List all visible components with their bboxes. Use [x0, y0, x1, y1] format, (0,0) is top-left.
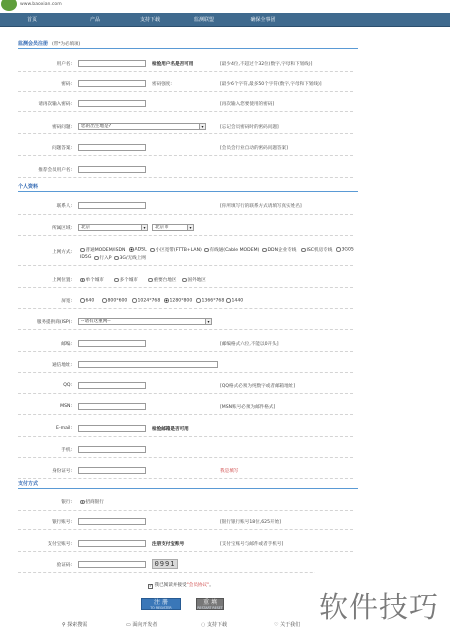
password-input[interactable] [78, 80, 146, 87]
screen-option[interactable]: 1440 [226, 298, 243, 304]
chat-icon: ◌ [201, 622, 206, 628]
contact-input[interactable] [78, 202, 146, 209]
location-option[interactable]: 重要台地区 [148, 277, 176, 283]
network-option[interactable]: ADSL [129, 247, 147, 253]
chevron-down-icon: ▾ [141, 225, 147, 230]
bank-option[interactable]: 招商银行 [80, 499, 104, 505]
form-row-contact: 联系人: [你所填写行的联系方式请填写真实姓名] [18, 197, 353, 215]
security-answer-input[interactable] [78, 144, 146, 151]
alipay-input[interactable] [78, 540, 146, 547]
network-option[interactable]: ID5G [80, 255, 92, 260]
form-row-network: 上网方式: 普通MODEM/ISDN ADSL 小区宽带(FTTB+LAN) 有线通(Cable MODEM) DDN企业专线 ISC机房专线 3G05 ID5G 行入P 3G/无线上网 [18, 242, 353, 266]
city-select[interactable]: 北京市 ▾ [152, 224, 194, 231]
province-select[interactable]: 北京 ▾ [78, 224, 148, 231]
chevron-down-icon: ▾ [187, 225, 193, 230]
security-question-select[interactable]: 您的出生地是? ▾ [78, 123, 206, 130]
reset-button[interactable]: 重 填 RESTART RESET [197, 599, 223, 610]
form-row-msn: MSN: [MSN账号必须为邮件格式] [18, 399, 353, 415]
screen-option[interactable]: 640 [80, 298, 94, 304]
address-input[interactable] [78, 361, 218, 368]
location-option[interactable]: 国外地区 [182, 277, 206, 283]
form-row-idcard: 身份证号: 我是填写 [18, 463, 353, 479]
site-domain: www.baoxian.com [20, 2, 62, 7]
form-row-security-question: 密码问题: 您的出生地是? ▾ [忘记会员密码时的密码问题] [18, 118, 353, 134]
form-row-bank: 银行: 招商银行 [18, 493, 353, 511]
form-row-qq: QQ: [QQ格式必须为纯数字或者邮箱地址] [18, 378, 353, 394]
monitor-icon: ▭ [126, 622, 131, 628]
bank-account-input[interactable] [78, 518, 146, 525]
form-row-confirm-password: 请再次输入密码: [再次输入您要使用的密码] [18, 96, 353, 112]
footer-link-about[interactable]: ♡ 关于我们 [274, 622, 301, 628]
network-option[interactable]: 普通MODEM/ISDN [80, 247, 125, 253]
form-row-alipay: 支付宝账号: 注册支付宝账号 [支付宝账号与邮件或者手机号] [18, 536, 353, 552]
payment-section-title: 支付方式 [18, 481, 358, 489]
isp-select[interactable]: --请有这重网-- ▾ [78, 318, 212, 325]
network-option[interactable]: DDN企业专线 [262, 247, 296, 253]
captcha-input[interactable] [78, 561, 146, 568]
form-row-address: 通信地址: [18, 357, 353, 373]
screen-option[interactable]: 800*600 [102, 298, 127, 304]
nav-products[interactable]: 产品 [89, 17, 100, 23]
bulb-icon: ♡ [274, 622, 279, 628]
screen-option[interactable]: 1024*768 [132, 298, 160, 304]
idcard-input[interactable] [78, 467, 146, 474]
site-logo[interactable] [0, 0, 110, 13]
network-option[interactable]: 3G/无线上网 [114, 255, 146, 261]
check-email-link[interactable]: 检验邮箱是否可用 [152, 427, 189, 432]
form-row-bank-account: 银行账号: [银行银行账号18位,625开始] [18, 514, 353, 530]
password-strength: 密码强度: [152, 82, 172, 87]
nav-home[interactable]: 首页 [26, 17, 37, 23]
confirm-password-input[interactable] [78, 100, 146, 107]
footer-link-developers[interactable]: ▭ 面向开发者 [126, 622, 158, 628]
form-row-region: 所属区域: 北京 ▾ 北京市 ▾ [18, 220, 353, 236]
username-input[interactable] [78, 60, 146, 67]
nav-alliance[interactable]: 监测联盟 [193, 17, 214, 23]
network-option[interactable]: 小区宽带(FTTB+LAN) [150, 247, 202, 253]
agree-checkbox[interactable]: ✓ [149, 584, 153, 589]
nav-downloads[interactable]: 支持下载 [139, 17, 160, 23]
form-row-postcode: 邮编: [邮编格式六位,不能以0开头] [18, 336, 353, 352]
form-row-referrer: 推荐会员用户名: [18, 162, 353, 178]
email-input[interactable] [78, 425, 146, 432]
qq-input[interactable] [78, 382, 146, 389]
msn-input[interactable] [78, 403, 146, 410]
form-row-password: 密码: 密码强度: [最少6个字符,最多50个字符(数字,字母和下划线)] [18, 76, 353, 92]
account-section-title: 监测会员注册 (带*为必填项) [18, 41, 358, 49]
network-option[interactable]: 有线通(Cable MODEM) [204, 247, 259, 253]
member-agreement-link[interactable]: "会员协议" [186, 583, 210, 588]
main-nav [0, 13, 450, 27]
footer-link-downloads[interactable]: ◌ 支持下载 [201, 622, 227, 628]
watermark: 软件技巧 [315, 570, 450, 637]
form-row-email: E-mail: 检验邮箱是否可用 [18, 421, 353, 437]
form-row-captcha: 验证码: 0991 [18, 557, 353, 573]
form-row-security-answer: 问题答案: [会员会行业自动的密码问题答案] [18, 140, 353, 156]
chevron-down-icon: ▾ [205, 319, 211, 324]
nav-group[interactable]: 确保全事团 [250, 17, 276, 23]
logo-icon [1, 0, 17, 11]
location-icon: ⚲ [62, 622, 66, 628]
register-alipay-link[interactable]: 注册支付宝账号 [152, 542, 185, 547]
network-option[interactable]: ISC机房专线 [301, 247, 332, 253]
check-username-link[interactable]: 检验用户名是否可用 [152, 62, 194, 67]
chevron-down-icon: ▾ [199, 124, 205, 129]
personal-section-title: 个人资料 [18, 184, 358, 192]
mobile-input[interactable] [78, 446, 146, 453]
network-option[interactable]: 3G05 [336, 247, 354, 253]
postcode-input[interactable] [78, 340, 146, 347]
footer-link-explore[interactable]: ⚲ 探索搜需 [62, 622, 88, 628]
form-row-username: 用户名: 检验用户名是否可用 [最少4位,不超过个32位(数字,字母和下划线)] [18, 56, 353, 72]
location-option[interactable]: 多个城市 [114, 277, 138, 283]
register-button[interactable]: 注 册 TO REGISTER [141, 598, 181, 610]
form-row-mobile: 手机: [18, 442, 353, 458]
referrer-input[interactable] [78, 166, 146, 173]
form-row-location: 上网位置: 单个城市 多个城市 重要台地区 国外地区 [18, 272, 353, 288]
location-option[interactable]: 单个城市 [80, 277, 104, 283]
captcha-image[interactable]: 0991 [152, 559, 178, 569]
agree-row: ✓ 我已阅读并接受"会员协议"。 [149, 583, 214, 589]
form-row-screen: 屏宽: 640 800*600 1024*768 1280*800 1366*768 1440 [18, 293, 353, 309]
form-row-isp: 服务提供商(ISP): --请有这重网-- ▾ [18, 314, 353, 330]
screen-option[interactable]: 1280*800 [164, 298, 192, 304]
screen-option[interactable]: 1366*768 [196, 298, 224, 304]
network-option[interactable]: 行入P [94, 255, 111, 261]
